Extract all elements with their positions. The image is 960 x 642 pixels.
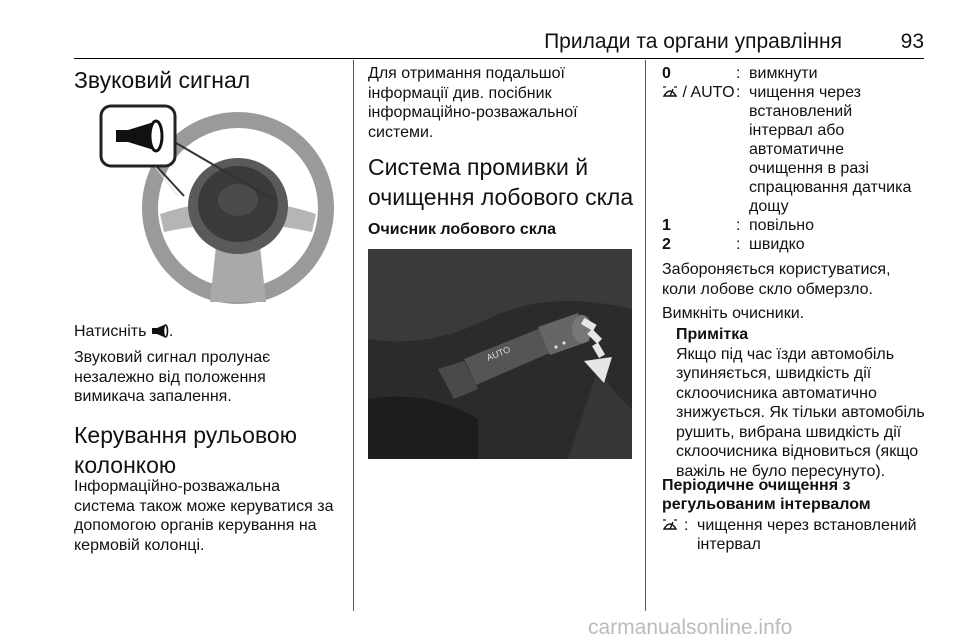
heading-line: очищення лобового скла [368, 184, 634, 210]
header-rule [74, 58, 924, 59]
list-item [662, 516, 927, 554]
interval-list [662, 516, 927, 554]
position-term: 0 [662, 65, 671, 82]
heading-line: Періодичне очищення з [662, 477, 851, 494]
text-line: автоматичне [749, 141, 844, 158]
text-line: системи. [368, 123, 434, 141]
horn-paragraph [74, 348, 270, 407]
infotainment-reference-paragraph [368, 64, 578, 142]
auto-label: AUTO [485, 344, 512, 363]
steering-column-paragraph [74, 477, 333, 555]
text-line: швидко [749, 236, 805, 253]
wiper-position-list [662, 64, 929, 254]
horn-icon [151, 324, 169, 338]
page-header-title: Прилади та органи управління [544, 30, 842, 53]
press-horn-text: Натисніть [74, 323, 147, 340]
term-colon: : [736, 65, 741, 82]
text-line: система також може керуватися за [74, 497, 334, 515]
position-description [749, 216, 929, 235]
column-divider-2 [645, 60, 646, 611]
text-line: чищення через встановлений [697, 517, 917, 534]
heading-horn: Звуковий сигнал [74, 67, 251, 93]
position-term: 1 [662, 217, 671, 234]
heading-adjustable-interval [662, 476, 871, 514]
term-colon: : [736, 84, 741, 101]
wiper-lever-photo [368, 249, 632, 459]
heading-line: Керування рульовою [74, 422, 297, 448]
note-box [676, 325, 925, 481]
text-line: Якщо під час їзди автомобіль [676, 345, 895, 363]
position-description [749, 235, 929, 254]
switch-off-wipers-text: Вимкніть очисники. [662, 305, 805, 322]
interval-wiper-icon [662, 518, 678, 532]
position-description [749, 83, 929, 216]
term-colon: : [736, 236, 741, 253]
subheading-windscreen-wiper: Очисник лобового скла [368, 221, 557, 238]
heading-washer-wiper-system [368, 152, 633, 212]
auto-term-text: / AUTO [678, 84, 735, 101]
position-description [749, 64, 929, 83]
list-item [662, 64, 929, 83]
term-colon: : [684, 517, 689, 534]
text-line: рушить, вибрана швидкість дії [676, 423, 902, 441]
text-line: інформаційно-розважальної [368, 104, 578, 121]
text-line: Інформаційно-розважальна [74, 478, 281, 495]
term-colon: : [736, 217, 741, 234]
note-title: Примітка [676, 326, 749, 343]
heading-line: Система промивки й [368, 154, 589, 180]
list-item [662, 216, 929, 235]
text-line: дощу [749, 198, 789, 215]
position-description [697, 516, 927, 554]
text-line: інформації див. посібник [368, 84, 552, 102]
heading-line: регульованим інтервалом [662, 496, 871, 513]
position-term [662, 83, 736, 216]
page-number: 93 [900, 30, 924, 53]
heading-steering-column-controls [74, 420, 297, 480]
position-term: 2 [662, 236, 671, 253]
text-line: чищення через [749, 84, 861, 101]
text-line: Забороняється користуватися, [662, 261, 891, 278]
text-line: повільно [749, 217, 815, 234]
text-line: кермовій колонці. [74, 536, 205, 554]
footer-watermark: carmanualsonline.info [588, 616, 793, 639]
text-line: встановлений [749, 103, 853, 120]
text-line: знижується. Як тільки автомобіль [676, 404, 925, 421]
press-horn-suffix: . [168, 323, 174, 340]
interval-wiper-icon [662, 85, 678, 99]
text-line: допомогою органів керування на [74, 517, 317, 534]
text-line: зупиняється, швидкість дії [676, 365, 872, 382]
list-item [662, 83, 929, 216]
text-line: Для отримання подальшої [368, 65, 565, 82]
text-line: спрацювання датчика [749, 179, 912, 196]
text-line: склоочисника відновиться (якщо [676, 443, 919, 460]
steering-wheel-illustration [98, 96, 338, 308]
text-line: Звуковий сигнал пролунає [74, 349, 271, 366]
heading-line: колонкою [74, 452, 177, 478]
column-divider-1 [353, 60, 354, 611]
text-line: вимикача запалення. [74, 388, 232, 405]
position-term [662, 516, 684, 554]
text-line: важіль не було пересунуто). [676, 462, 886, 480]
text-line: вимкнути [749, 65, 818, 82]
text-line: склоочисника автоматично [676, 384, 877, 402]
text-line: інтервал або [749, 122, 845, 139]
text-line: очищення в разі [749, 160, 869, 177]
text-line: коли лобове скло обмерзло. [662, 280, 873, 298]
text-line: незалежно від положення [74, 368, 266, 386]
frozen-windscreen-warning [662, 260, 891, 299]
list-item [662, 235, 929, 254]
text-line: інтервал [697, 536, 761, 553]
